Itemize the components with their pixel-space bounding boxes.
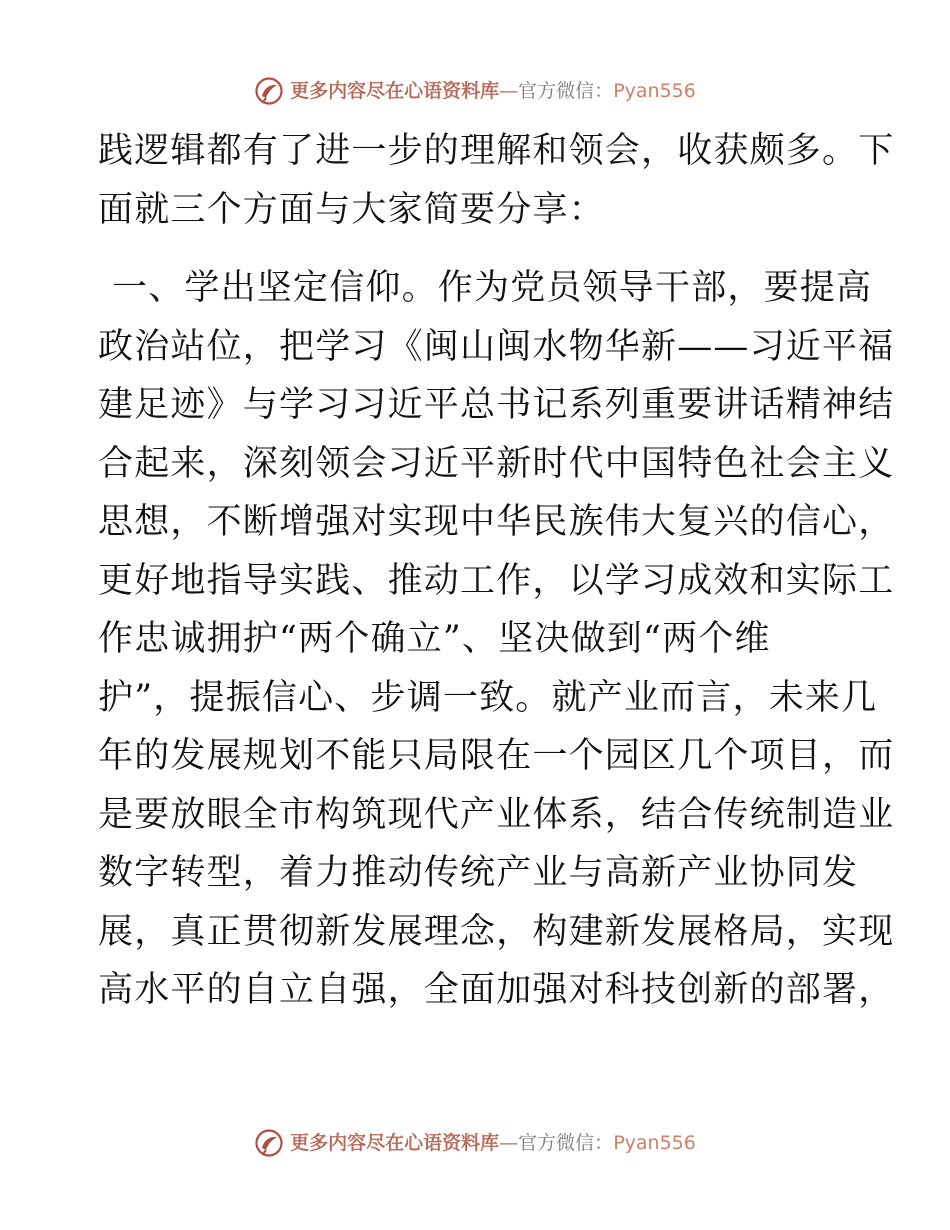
banner-official-label: 官方微信： <box>518 1132 614 1154</box>
body-line: 合起来，深刻领会习近平新时代中国特色社会主义 <box>98 443 895 484</box>
body-line: 是要放眼全市构筑现代产业体系，结合传统制造业 <box>98 794 895 835</box>
body-line: 政治站位，把学习《闽山闽水物华新——习近平福 <box>98 326 895 367</box>
document-body <box>98 122 895 1020</box>
banner-separator: — <box>499 80 519 102</box>
footer-banner <box>0 1128 950 1158</box>
body-line: 建足迹》与学习习近平总书记系列重要讲话精神结 <box>98 385 895 425</box>
banner-handle: Pyan556 <box>613 80 696 102</box>
banner-brand: 更多内容尽在心语资料库 <box>290 1132 500 1154</box>
banner-official-label: 官方微信： <box>518 80 614 102</box>
body-line: 年的发展规划不能只局限在一个园区几个项目，而 <box>98 736 895 776</box>
body-line: 践逻辑都有了进一步的理解和领会，收获颇多。下 <box>98 131 895 171</box>
banner-brand: 更多内容尽在心语资料库 <box>290 80 500 102</box>
banner-handle: Pyan556 <box>613 1132 696 1154</box>
section-heading-line: 一、学出坚定信仰。作为党员领导干部，要提高 <box>112 268 873 308</box>
banner-separator: — <box>499 1132 519 1154</box>
body-line: 护”，提振信心、步调一致。就产业而言，未来几 <box>98 677 878 718</box>
seal-icon <box>254 1128 284 1158</box>
body-line: 数字转型，着力推动传统产业与高新产业协同发 <box>98 853 859 893</box>
body-line: 展，真正贯彻新发展理念，构建新发展格局，实现 <box>98 911 895 952</box>
body-line: 面就三个方面与大家简要分享： <box>98 189 605 230</box>
body-line: 作忠诚拥护“两个确立”、坚决做到“两个维 <box>98 619 771 659</box>
header-banner <box>0 76 950 106</box>
body-line: 思想，不断增强对实现中华民族伟大复兴的信心， <box>98 502 895 542</box>
seal-icon <box>254 76 284 106</box>
body-line: 更好地指导实践、推动工作，以学习成效和实际工 <box>98 560 895 601</box>
body-line: 高水平的自立自强，全面加强对科技创新的部署， <box>98 970 895 1010</box>
